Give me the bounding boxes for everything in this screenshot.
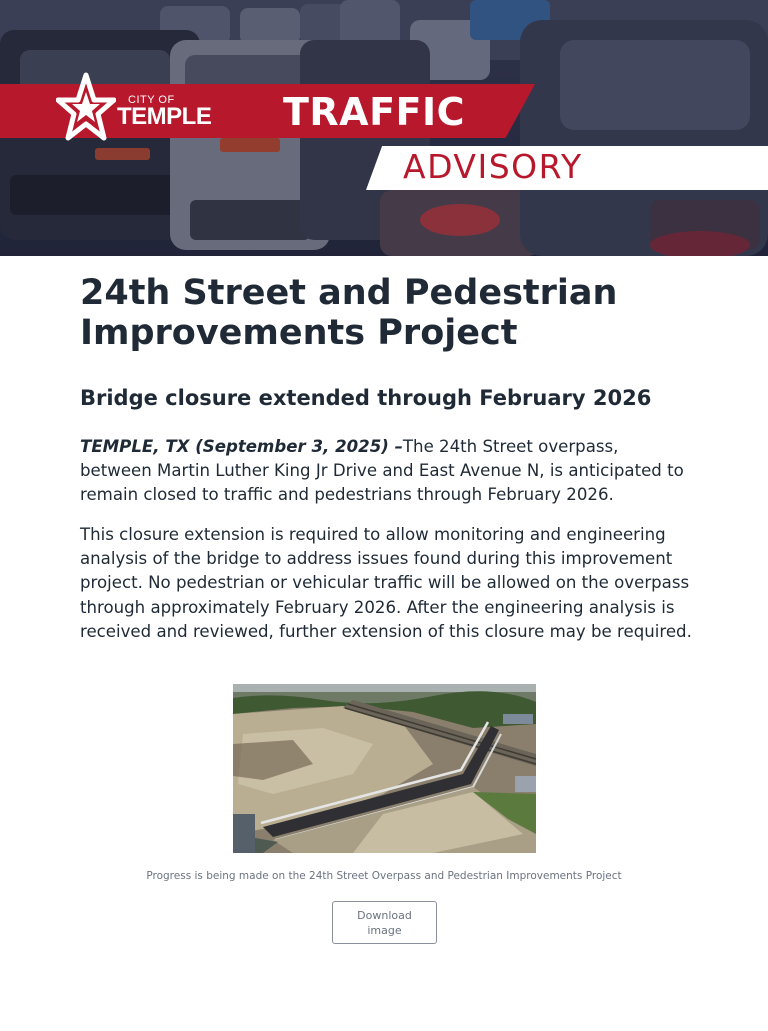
logo-temple-text: TEMPLE [117,103,212,130]
photo-caption: Progress is being made on the 24th Street Overpass and Pedestrian Improvements Project [146,870,622,882]
banner-title-traffic: TRAFFIC [283,90,466,134]
article-paragraph-1 [80,435,695,508]
overpass-aerial-photo [233,684,536,853]
article-dateline: TEMPLE, TX (September 3, 2025) – [80,437,403,456]
city-of-temple-star-logo-icon [56,72,116,142]
article-paragraph-2: This closure extension is required to allow monitoring and engineering analysis of the bridge to address issues found during this improvement project. No pedestrian or vehicular traffic will be allowed on the overpass through approximately February 2026. After the engineering analysis is received and reviewed, further extension of this closure may be required. [80,525,692,641]
download-image-button[interactable]: Download image [332,901,437,944]
article-paragraph-1-body: The 24th Street overpass, between Martin Luther King Jr Drive and East Avenue N, is anticipated to remain closed to traffic and pedestrians through February 2026. [80,437,684,505]
traffic-advisory-banner [0,0,768,256]
banner-title-advisory: ADVISORY [403,147,583,186]
page-title: 24th Street and Pedestrian Improvements Project [80,273,618,353]
article-subhead: Bridge closure extended through February 2026 [80,386,652,410]
logo-city-of-text: CITY OF [128,94,175,106]
